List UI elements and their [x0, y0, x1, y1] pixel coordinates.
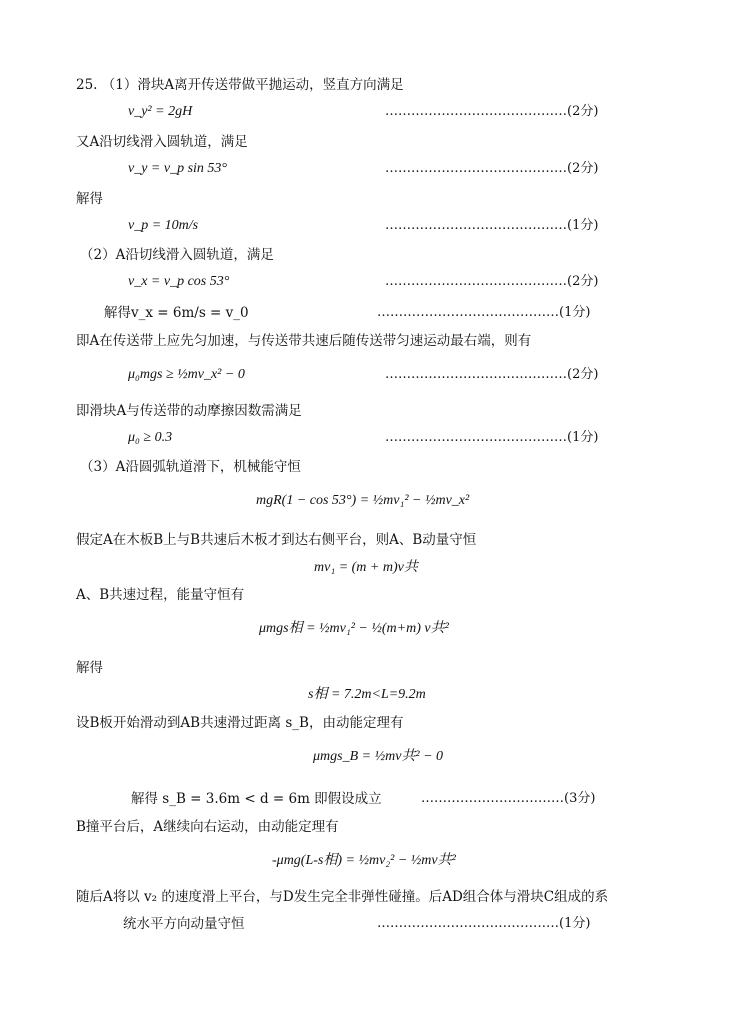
equation-energy: mgR(1 − cos 53°) = ½mv₁² − ½mv_x² — [256, 493, 470, 508]
line-part3: （3）A沿圆弧轨道滑下，机械能守恒 — [80, 459, 301, 475]
score-mark: ……………………………………(1分) — [385, 218, 599, 233]
score-mark: ……………………………………(2分) — [385, 367, 599, 382]
line-collision: 随后A将以 v₂ 的速度滑上平台，与D发生完全非弹性碰撞。后AD组合体与滑块C组成的系 — [76, 889, 609, 905]
line-distance: 设B板开始滑动到AB共速滑过距离 s_B，由动能定理有 — [76, 715, 404, 731]
score-mark: ……………………………………(2分) — [385, 274, 599, 289]
score-mark: ……………………………………(1分) — [377, 916, 591, 931]
equation-vy: v_y = v_p sin 53° — [128, 161, 228, 176]
equation-s-rel: s相 = 7.2m<L=9.2m — [308, 687, 426, 702]
equation-sb: μmgs_B = ½mv共² − 0 — [313, 749, 444, 764]
line-b-hits: B撞平台后，A继续向右运动，由动能定理有 — [76, 819, 339, 835]
equation-momentum: mv₁ = (m + m)v共 — [314, 560, 418, 575]
equation-vy2: v_y² = 2gH — [128, 104, 193, 119]
equation-vp: v_p = 10m/s — [128, 218, 199, 233]
line-assumption: 解得 s_B = 3.6m < d = 6m 即假设成立 — [131, 791, 382, 807]
score-mark: ……………………………………(1分) — [377, 305, 591, 320]
equation-relative: μmgs相 = ½mv₁² − ½(m+m) v共² — [259, 621, 449, 636]
line-part2: （2）A沿切线滑入圆轨道，满足 — [80, 247, 274, 263]
line-q25-part1: 25. （1）滑块A离开传送带做平抛运动，竖直方向满足 — [76, 77, 404, 93]
line-solve: 解得 — [76, 191, 103, 207]
score-mark: ……………………………………(2分) — [385, 161, 599, 176]
line-assume: 假定A在木板B上与B共速后木板才到达右侧平台，则A、B动量守恒 — [76, 532, 477, 548]
line-tangent: 又A沿切线滑入圆轨道，满足 — [76, 134, 248, 150]
equation-mu0: μ₀ ≥ 0.3 — [128, 430, 173, 445]
line-energy-cons: A、B共速过程，能量守恒有 — [76, 587, 245, 603]
equation-kinetic: -μmg(L-s相) = ½mv₂² − ½mv共² — [272, 853, 456, 868]
line-friction-coef: 即滑块A与传送带的动摩擦因数需满足 — [76, 403, 302, 419]
equation-friction-work: μ₀mgs ≥ ½mv_x² − 0 — [128, 367, 245, 382]
score-mark: ……………………………(3分) — [421, 791, 596, 806]
line-conservation: 统水平方向动量守恒 — [123, 916, 245, 932]
equation-vx: v_x = v_p cos 53° — [128, 274, 230, 289]
line-solve2: 解得 — [76, 660, 103, 676]
score-mark: ……………………………………(2分) — [385, 104, 599, 119]
score-mark: ……………………………………(1分) — [385, 430, 599, 445]
line-accelerate: 即A在传送带上应先匀加速，与传送带共速后随传送带匀速运动最右端，则有 — [76, 333, 532, 349]
line-solve-vx: 解得v_x = 6m/s = v_0 — [104, 305, 249, 321]
